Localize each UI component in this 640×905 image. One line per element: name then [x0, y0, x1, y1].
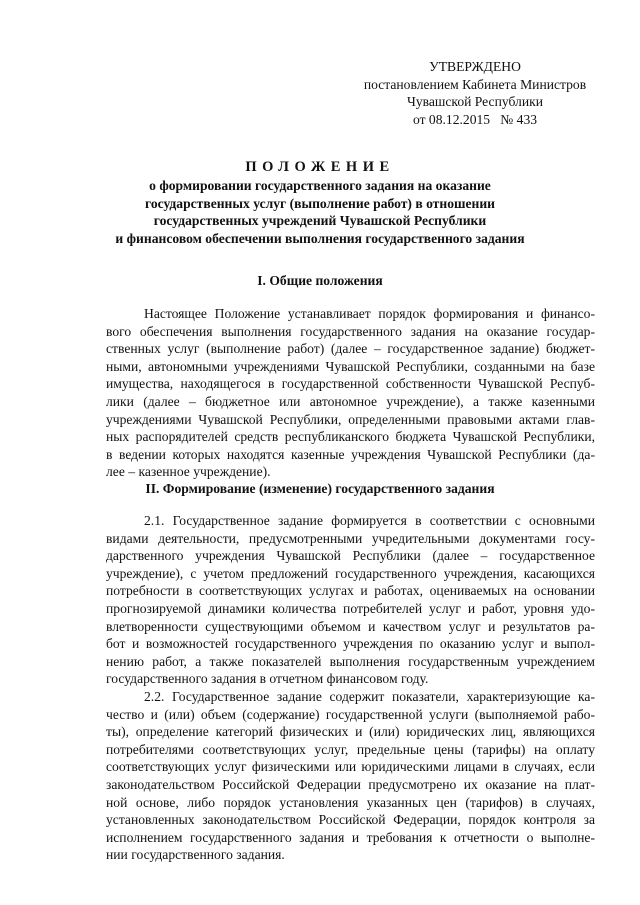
- paragraph-line: потребителями соответствующих услуг, предельные цены (тарифы) на оплату: [106, 741, 595, 757]
- paragraph-line: лики (далее – бюджетное или автономное учреждение), а также казенными: [106, 393, 595, 409]
- subtitle-line: государственных услуг (выполнение работ) в отношении: [144, 195, 495, 211]
- paragraph-line: имущества, находящегося в государственной собственности Чувашской Респуб-: [106, 376, 595, 392]
- document-title-block: [60, 157, 580, 247]
- section-heading-1: I. Общие положения: [257, 273, 383, 288]
- document-subtitle: [60, 177, 580, 247]
- approval-date-number: от 08.12.2015 № 433: [412, 111, 538, 127]
- paragraph-line: установленных законодательством Российской Федерации, порядок контроля за: [106, 812, 595, 828]
- paragraph-line: в ведении которых находятся казенные учреждения Чувашской Республики (да-: [106, 446, 595, 462]
- paragraph-line: ты), определение категорий физических и (или) юридических лиц, являющихся: [106, 724, 595, 740]
- paragraph-2-2: [106, 688, 595, 864]
- paragraph-line: государственного задания в отчетном финансовом году.: [106, 671, 429, 687]
- paragraph-line: нению работ, а также показателей выполнения государственным учреждением: [106, 653, 595, 669]
- approval-heading: УТВЕРЖДЕНО: [429, 59, 521, 74]
- paragraph-line: учреждение), с учетом предложений государственного учреждения, касающихся: [106, 565, 595, 581]
- paragraph-line: дарственного учреждения Чувашской Республики (далее – государственное: [106, 548, 595, 564]
- paragraph-line: ными, автономными учреждениями Чувашской Республики, созданными на базе: [106, 358, 595, 374]
- paragraph-line: исполнением государственного задания и требования к отчетности о выполне-: [106, 829, 595, 845]
- subtitle-line: и финансовом обеспечении выполнения государственного задания: [115, 230, 525, 246]
- paragraph-line: чество и (или) объем (содержание) государственной услуги (выполняемой рабо-: [106, 706, 595, 722]
- paragraph-line: влетворенности существующими объемом и качеством услуг и результатов ра-: [106, 618, 595, 634]
- paragraph-line: ных распорядителей средств республиканского бюджета Чувашской Республики,: [106, 429, 595, 445]
- paragraph-2-1: [106, 512, 595, 688]
- paragraph-line: бот и возможностей государственного учреждения по оказанию услуг и выпол-: [106, 636, 595, 652]
- paragraph-line: 2.2. Государственное задание содержит показатели, характеризующие ка-: [144, 689, 595, 704]
- paragraph-general: [106, 305, 595, 481]
- paragraph-line: соответствующих услуг физическими или юридическими лицами в случаях, если: [106, 759, 595, 775]
- document-title: ПОЛОЖЕНИЕ: [245, 159, 395, 175]
- paragraph-line: учреждениями Чувашской Республики, определенными правовыми актами глав-: [106, 411, 595, 427]
- paragraph-line: прогнозируемой динамики количества потребителей услуг и работ, уровня удо-: [106, 600, 595, 616]
- approval-region: Чувашской Республики: [407, 94, 543, 109]
- paragraph-line: потребности в соответствующих услугах и работах, оцениваемых на основании: [106, 583, 595, 599]
- subtitle-line: о формировании государственного задания на оказание: [149, 178, 491, 193]
- paragraph-line: 2.1. Государственное задание формируется в соответствии с основными: [144, 513, 595, 528]
- section-heading-2: II. Формирование (изменение) государственного задания: [145, 481, 495, 496]
- paragraph-line: нии государственного задания.: [106, 847, 285, 863]
- paragraph-line: ственных услуг (выполнение работ) (далее – государственное задание) бюджет-: [106, 341, 595, 357]
- paragraph-line: лее – казенное учреждение).: [106, 464, 271, 480]
- paragraph-line: Настоящее Положение устанавливает порядок формирования и финансо-: [144, 306, 595, 321]
- paragraph-line: ной основе, либо порядок установления указанных цен (тарифов) в случаях,: [106, 794, 595, 810]
- paragraph-line: законодательством Российской Федерации предусмотрено их оказание на плат-: [106, 776, 595, 792]
- paragraph-line: видами деятельности, предусмотренными учредительными документами госу-: [106, 530, 595, 546]
- approval-authority: постановлением Кабинета Министров: [363, 76, 587, 92]
- subtitle-line: государственных учреждений Чувашской Республики: [153, 213, 487, 228]
- paragraph-line: вого обеспечения выполнения государственного задания на оказание государ-: [106, 323, 595, 339]
- approval-stamp: [340, 58, 610, 128]
